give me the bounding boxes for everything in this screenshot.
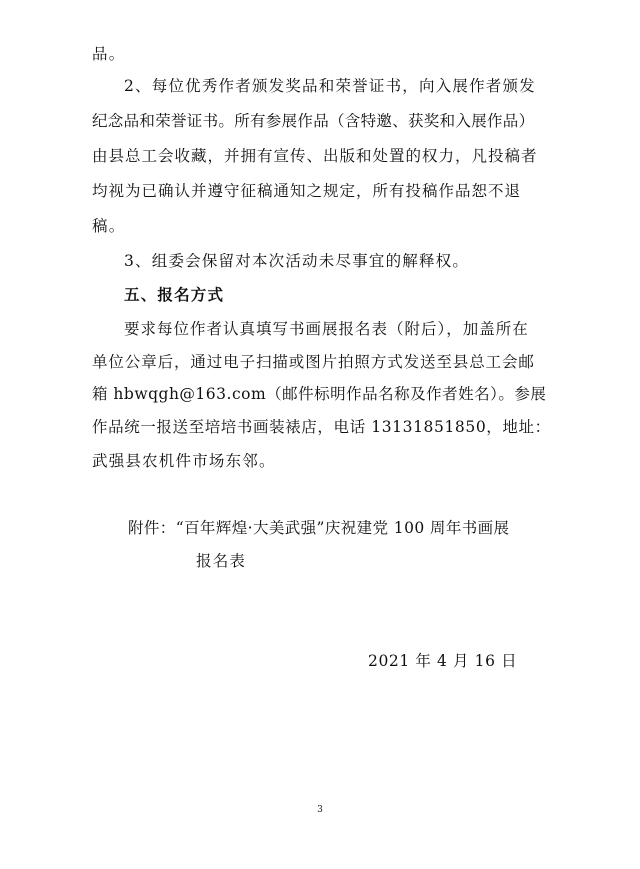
text-line: 作品统一报送至培培书画装裱店，电话 13131851850，地址： <box>92 418 551 436</box>
text-line: 稿。 <box>92 217 126 235</box>
document-date: 2021 年 4 月 16 日 <box>368 652 518 670</box>
text-line: 箱 hbwqgh@163.com（邮件标明作品名称及作者姓名）。参展 <box>92 385 547 403</box>
text-line: 纪念品和荣誉证书。所有参展作品（含特邀、获奖和入展作品） <box>92 112 535 130</box>
text-line: 2、每位优秀作者颁发奖品和荣誉证书，向入展作者颁发 <box>124 77 536 95</box>
text-line: 武强县农机件市场东邻。 <box>92 452 276 470</box>
attachment-line: 附件：“百年辉煌·大美武强”庆祝建党 100 周年书画展 <box>128 519 510 537</box>
attachment-line: 报名表 <box>196 552 247 570</box>
text-line: 3、组委会保留对本次活动未尽事宜的解释权。 <box>124 252 470 270</box>
text-line: 品。 <box>92 45 126 63</box>
text-line: 要求每位作者认真填写书画展报名表（附后），加盖所在 <box>124 320 529 338</box>
page-number: 3 <box>317 805 323 815</box>
section-heading: 五、报名方式 <box>124 286 225 304</box>
text-line: 由县总工会收藏，并拥有宣传、出版和处置的权力，凡投稿者 <box>92 147 538 165</box>
text-line: 均视为已确认并遵守征稿通知之规定，所有投稿作品恕不退 <box>92 182 522 200</box>
text-line: 单位公章后，通过电子扫描或图片拍照方式发送至县总工会邮 <box>92 353 535 371</box>
